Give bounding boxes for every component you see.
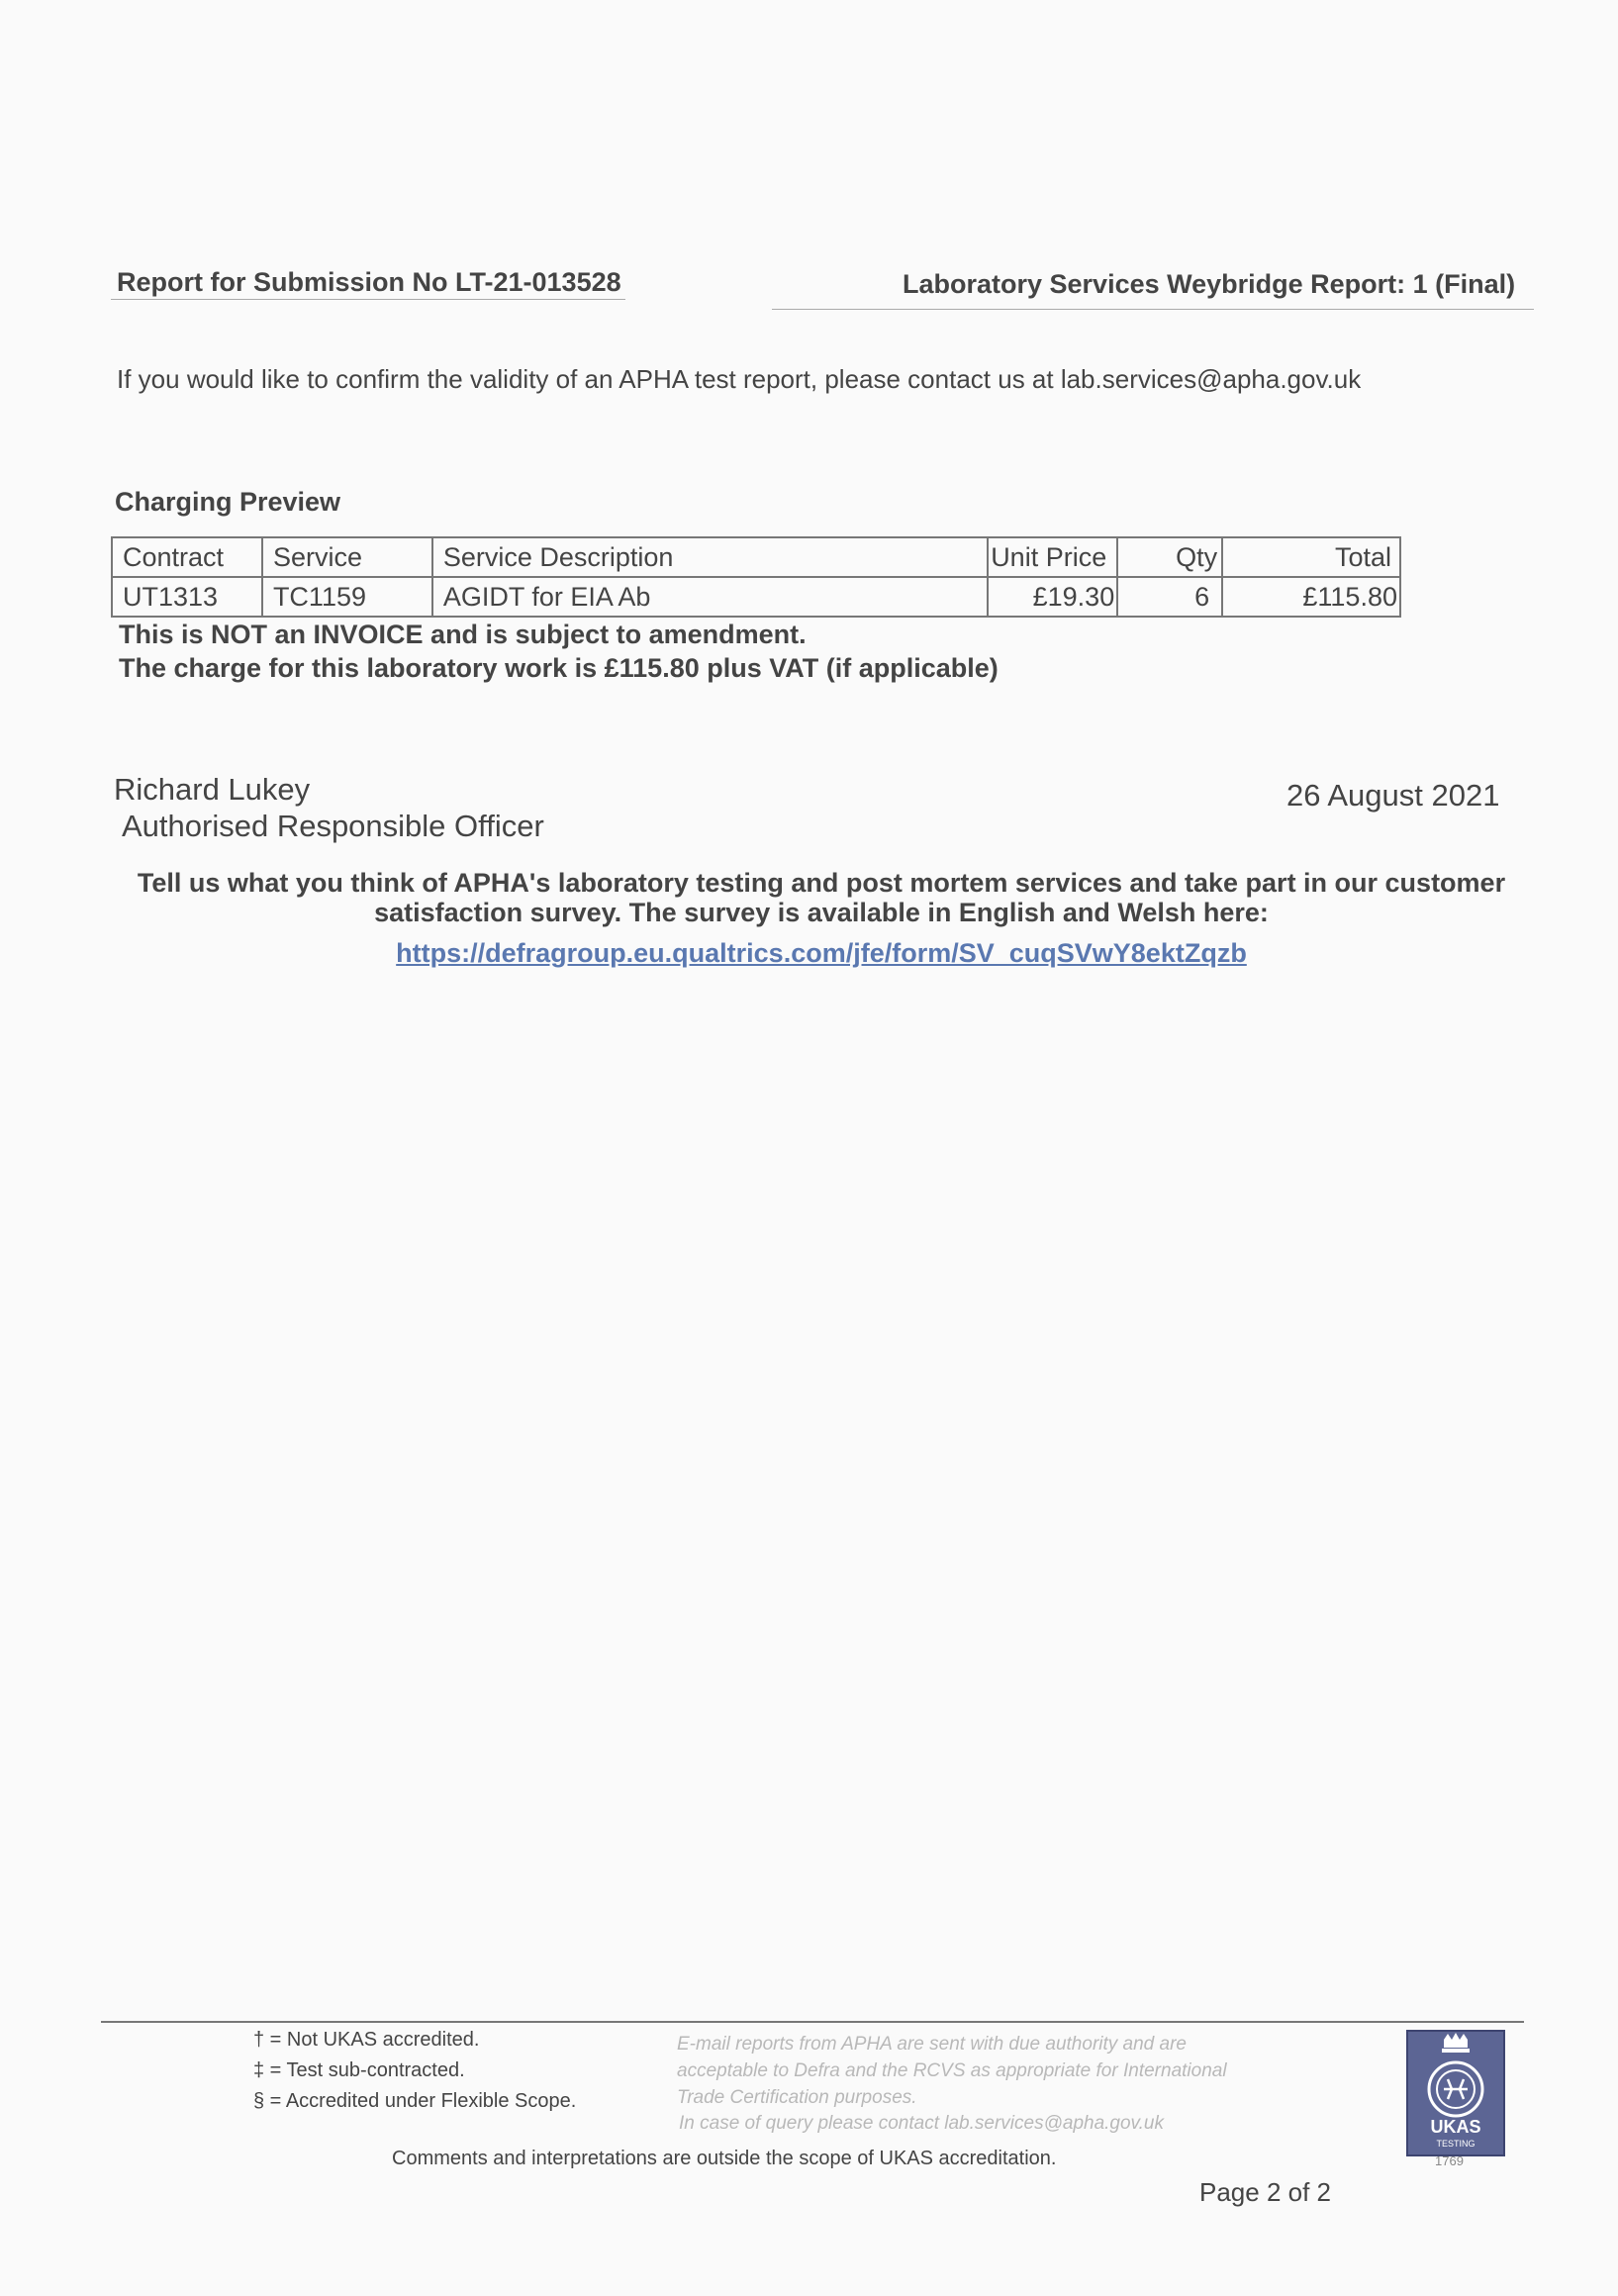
- ukas-sub: TESTING: [1436, 2139, 1475, 2149]
- cell-unit-price: £19.30: [988, 577, 1117, 617]
- col-qty: Qty: [1117, 537, 1222, 577]
- cell-service: TC1159: [262, 577, 432, 617]
- footer-rule: [101, 2021, 1524, 2023]
- cell-description: AGIDT for EIA Ab: [432, 577, 988, 617]
- ukas-label: UKAS: [1430, 2117, 1481, 2137]
- col-service-description: Service Description: [432, 537, 988, 577]
- charge-total-note: The charge for this laboratory work is £115.80 plus VAT (if applicable): [119, 653, 999, 683]
- email-notice: [677, 2031, 1227, 2111]
- legend-flexible-scope: § = Accredited under Flexible Scope.: [253, 2090, 577, 2112]
- survey-link[interactable]: https://defragroup.eu.qualtrics.com/jfe/form/SV_cuqSVwY8ektZqzb: [396, 938, 1247, 968]
- charging-preview-title: Charging Preview: [115, 487, 341, 517]
- survey-text-line2: satisfaction survey. The survey is available in English and Welsh here:: [374, 898, 1269, 927]
- col-unit-price: Unit Price: [988, 537, 1117, 577]
- email-notice-line2: acceptable to Defra and the RCVS as appropriate for International: [677, 2060, 1227, 2081]
- query-notice: In case of query please contact lab.services@apha.gov.uk: [679, 2113, 1164, 2134]
- charging-table: [111, 536, 1401, 618]
- officer-name: Richard Lukey: [114, 772, 311, 807]
- submission-number: Report for Submission No LT-21-013528: [117, 267, 621, 297]
- col-service: Service: [262, 537, 432, 577]
- report-date: 26 August 2021: [1286, 778, 1500, 813]
- accreditation-legend: [253, 2025, 576, 2117]
- header-rule-left: [111, 299, 625, 300]
- page-number: Page 2 of 2: [1199, 2177, 1331, 2207]
- cell-contract: UT1313: [112, 577, 262, 617]
- officer-role: Authorised Responsible Officer: [122, 809, 544, 843]
- survey-text-line1: Tell us what you think of APHA's laboratory testing and post mortem services and take part in our customer: [137, 868, 1506, 898]
- email-notice-line1: E-mail reports from APHA are sent with due authority and are: [677, 2034, 1187, 2055]
- ukas-scope-note: Comments and interpretations are outside the scope of UKAS accreditation.: [392, 2148, 1057, 2169]
- lab-report-title: Laboratory Services Weybridge Report: 1 (Final): [903, 269, 1516, 299]
- col-contract: Contract: [112, 537, 262, 577]
- cell-qty: 6: [1117, 577, 1222, 617]
- crown-icon: [1408, 2032, 1503, 2154]
- legend-sub-contracted: ‡ = Test sub-contracted.: [253, 2059, 465, 2081]
- ukas-number: 1769: [1435, 2153, 1464, 2168]
- header-rule-right: [772, 309, 1534, 310]
- validity-notice: If you would like to confirm the validity of an APHA test report, please contact us at lab.services@apha.gov.uk: [117, 364, 1362, 394]
- table-header-row: [112, 537, 1400, 577]
- email-notice-line3: Trade Certification purposes.: [677, 2087, 917, 2108]
- col-total: Total: [1222, 537, 1400, 577]
- cell-total: £115.80: [1222, 577, 1400, 617]
- table-row: [112, 577, 1400, 617]
- ukas-logo: [1406, 2030, 1505, 2156]
- legend-not-accredited: † = Not UKAS accredited.: [253, 2029, 480, 2051]
- not-invoice-note: This is NOT an INVOICE and is subject to amendment.: [119, 620, 807, 649]
